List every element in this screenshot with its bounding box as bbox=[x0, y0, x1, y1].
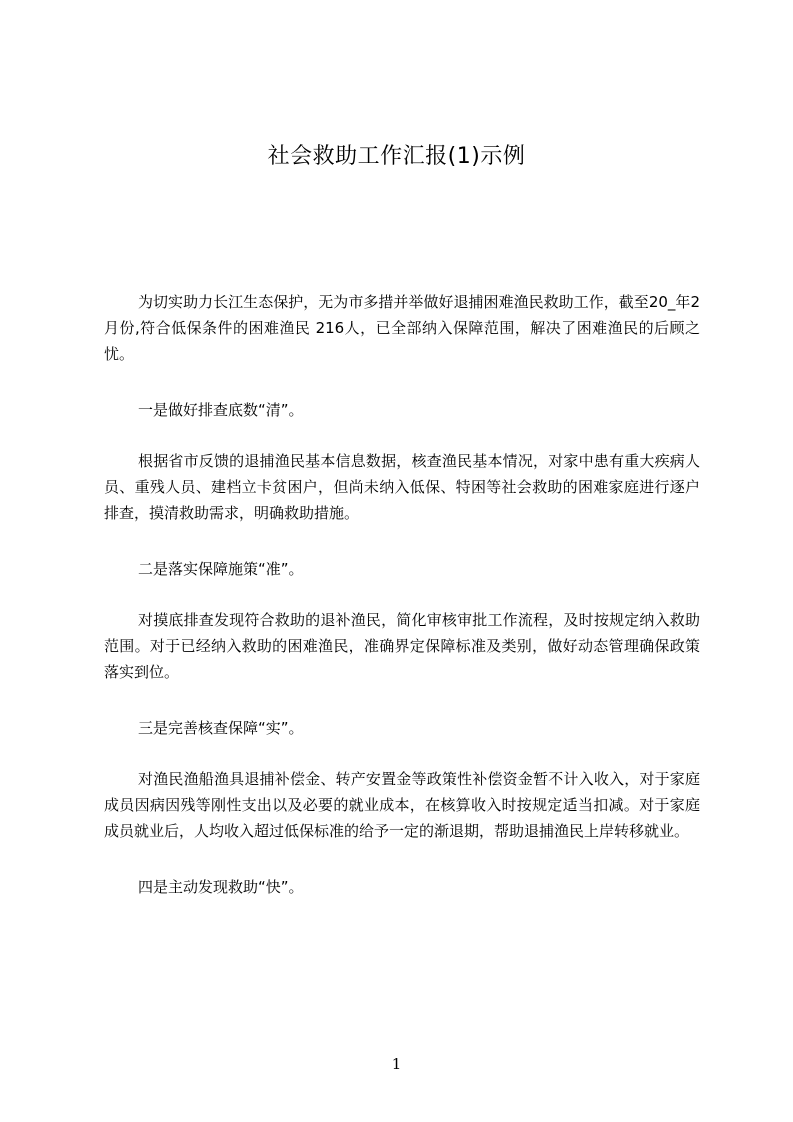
section-heading-4: 四是主动发现救助“快”。 bbox=[138, 878, 304, 896]
spacer bbox=[104, 844, 700, 874]
page-number: 1 bbox=[391, 1055, 402, 1073]
section-heading-1: 一是做好排查底数“清”。 bbox=[138, 401, 304, 419]
spacer bbox=[104, 526, 700, 556]
section-body-1: 根据省市反馈的退捕渔民基本信息数据，核查渔民基本情况，对家中患有重大疾病人员、重残人员、建档立卡贫困户，但尚未纳入低保、特困等社会救助的困难家庭进行逐户排查，摸清救助需求，明确救助措施。 bbox=[104, 452, 700, 522]
section-heading-3: 三是完善核查保障“实”。 bbox=[138, 719, 304, 737]
section-body-2: 对摸底排查发现符合救助的退补渔民，简化审核审批工作流程，及时按规定纳入救助范围。对于已经纳入救助的困难渔民，准确界定保障标准及类别，做好动态管理确保政策落实到位。 bbox=[104, 611, 700, 681]
document-title: 社会救助工作汇报(1)示例 bbox=[267, 144, 526, 169]
spacer bbox=[104, 423, 700, 448]
document-body bbox=[104, 289, 700, 900]
section-body-3: 对渔民渔船渔具退捕补偿金、转产安置金等政策性补偿资金暂不计入收入，对于家庭成员因病因残等刚性支出以及必要的就业成本，在核算收入时按规定适当扣减。对于家庭成员就业后，人均收入超过低保标准的给予一定的渐退期，帮助退捕渔民上岸转移就业。 bbox=[104, 770, 700, 840]
spacer bbox=[104, 582, 700, 607]
spacer bbox=[104, 367, 700, 397]
spacer bbox=[104, 741, 700, 766]
intro-paragraph: 为切实助力长江生态保护，无为市多措并举做好退捕困难渔民救助工作，截至20_年2月份,符合低保条件的困难渔民 216人，已全部纳入保障范围，解决了困难渔民的后顾之忧。 bbox=[104, 293, 700, 363]
spacer bbox=[104, 685, 700, 715]
section-heading-2: 二是落实保障施策“准”。 bbox=[138, 560, 304, 578]
